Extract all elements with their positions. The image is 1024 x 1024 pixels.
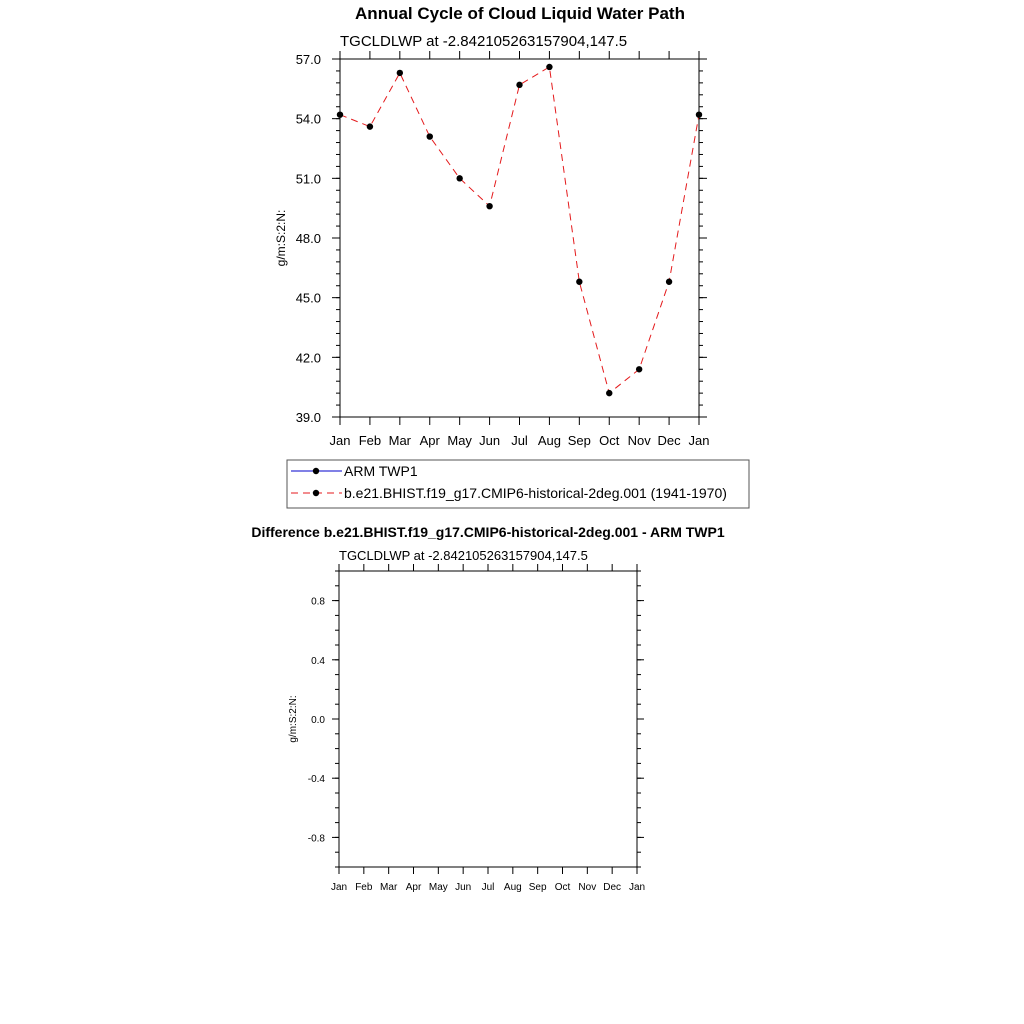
xtick-label: Oct [554, 882, 571, 893]
xtick-label: Jan [688, 433, 710, 448]
xtick-label: Apr [405, 882, 422, 893]
chart1-subtitle: TGCLDLWP at -2.842105263157904,147.5 [340, 33, 628, 50]
xtick-label: Oct [599, 433, 620, 448]
data-point [427, 133, 433, 139]
xtick-label: Jun [455, 882, 472, 893]
xtick-label: Nov [627, 433, 651, 448]
chart2-ytick-labels [308, 597, 326, 845]
xtick-label: Dec [657, 433, 681, 448]
chart2-title: Difference b.e21.BHIST.f19_g17.CMIP6-historical-2deg.001 - ARM TWP1 [251, 524, 725, 540]
ytick-label: -0.4 [307, 774, 325, 786]
ytick-label: 45.0 [295, 290, 321, 306]
xtick-label: Jul [481, 882, 495, 893]
chart-annual-cycle [274, 4, 749, 508]
ytick-label: 42.0 [295, 350, 321, 366]
chart2-subtitle: TGCLDLWP at -2.842105263157904,147.5 [339, 548, 588, 563]
ytick-label: 39.0 [295, 410, 321, 425]
ytick-label: 54.0 [295, 111, 321, 127]
xtick-label: Jan [628, 882, 646, 893]
xtick-label: Jul [511, 433, 528, 448]
chart1-title: Annual Cycle of Cloud Liquid Water Path [355, 4, 685, 23]
xtick-label: Aug [537, 433, 561, 448]
ytick-label: 51.0 [295, 171, 321, 187]
data-point [397, 70, 403, 76]
data-point [546, 64, 552, 70]
chart1-ylabel: g/m:S:2:N: [274, 209, 288, 267]
data-point [367, 123, 373, 129]
data-point [636, 366, 642, 372]
xtick-label: Mar [380, 882, 398, 893]
data-point [576, 279, 582, 285]
xtick-label: Mar [388, 433, 412, 448]
data-point [696, 111, 702, 117]
xtick-label: Jun [479, 433, 501, 448]
chart1-legend [287, 460, 749, 508]
xtick-label: May [447, 433, 472, 448]
data-point [456, 175, 462, 181]
chart2-xtick-labels [331, 882, 645, 893]
xtick-label: Nov [578, 882, 597, 893]
ytick-label: 48.0 [295, 231, 321, 246]
chart1-xtick-labels [330, 433, 710, 448]
chart1-ytick-labels [296, 52, 321, 425]
data-point [606, 390, 612, 396]
data-point [486, 203, 492, 209]
xtick-label: Apr [419, 433, 440, 448]
xtick-label: Jan [330, 882, 348, 893]
legend-marker-model [313, 490, 319, 496]
chart-difference [251, 524, 724, 893]
chart1-plot-frame [340, 59, 699, 417]
chart1-series [337, 64, 702, 397]
chart2-ticks [332, 564, 644, 874]
xtick-label: Sep [567, 433, 591, 448]
data-point [516, 82, 522, 88]
ytick-label: 0.0 [311, 715, 325, 726]
ytick-label: 57.0 [295, 52, 321, 67]
chart2-ylabel: g/m:S:2:N: [288, 695, 299, 743]
xtick-label: Sep [528, 882, 547, 893]
xtick-label: Dec [603, 882, 622, 893]
series-line-1 [340, 67, 699, 393]
xtick-label: Aug [503, 882, 522, 893]
xtick-label: Feb [355, 882, 373, 893]
legend-marker-obs [313, 468, 319, 474]
ytick-label: 0.8 [311, 596, 325, 608]
xtick-label: Jan [329, 433, 351, 448]
data-point [666, 279, 672, 285]
legend-label-obs: ARM TWP1 [344, 463, 418, 479]
ytick-label: -0.8 [307, 833, 325, 845]
ytick-label: 0.4 [311, 655, 325, 667]
legend-label-model: b.e21.BHIST.f19_g17.CMIP6-historical-2deg.001 (1941-1970) [344, 485, 727, 501]
xtick-label: May [428, 882, 448, 893]
chart1-ticks [332, 51, 707, 425]
chart2-plot-frame [339, 571, 637, 867]
data-point [337, 111, 343, 117]
xtick-label: Feb [358, 433, 382, 448]
